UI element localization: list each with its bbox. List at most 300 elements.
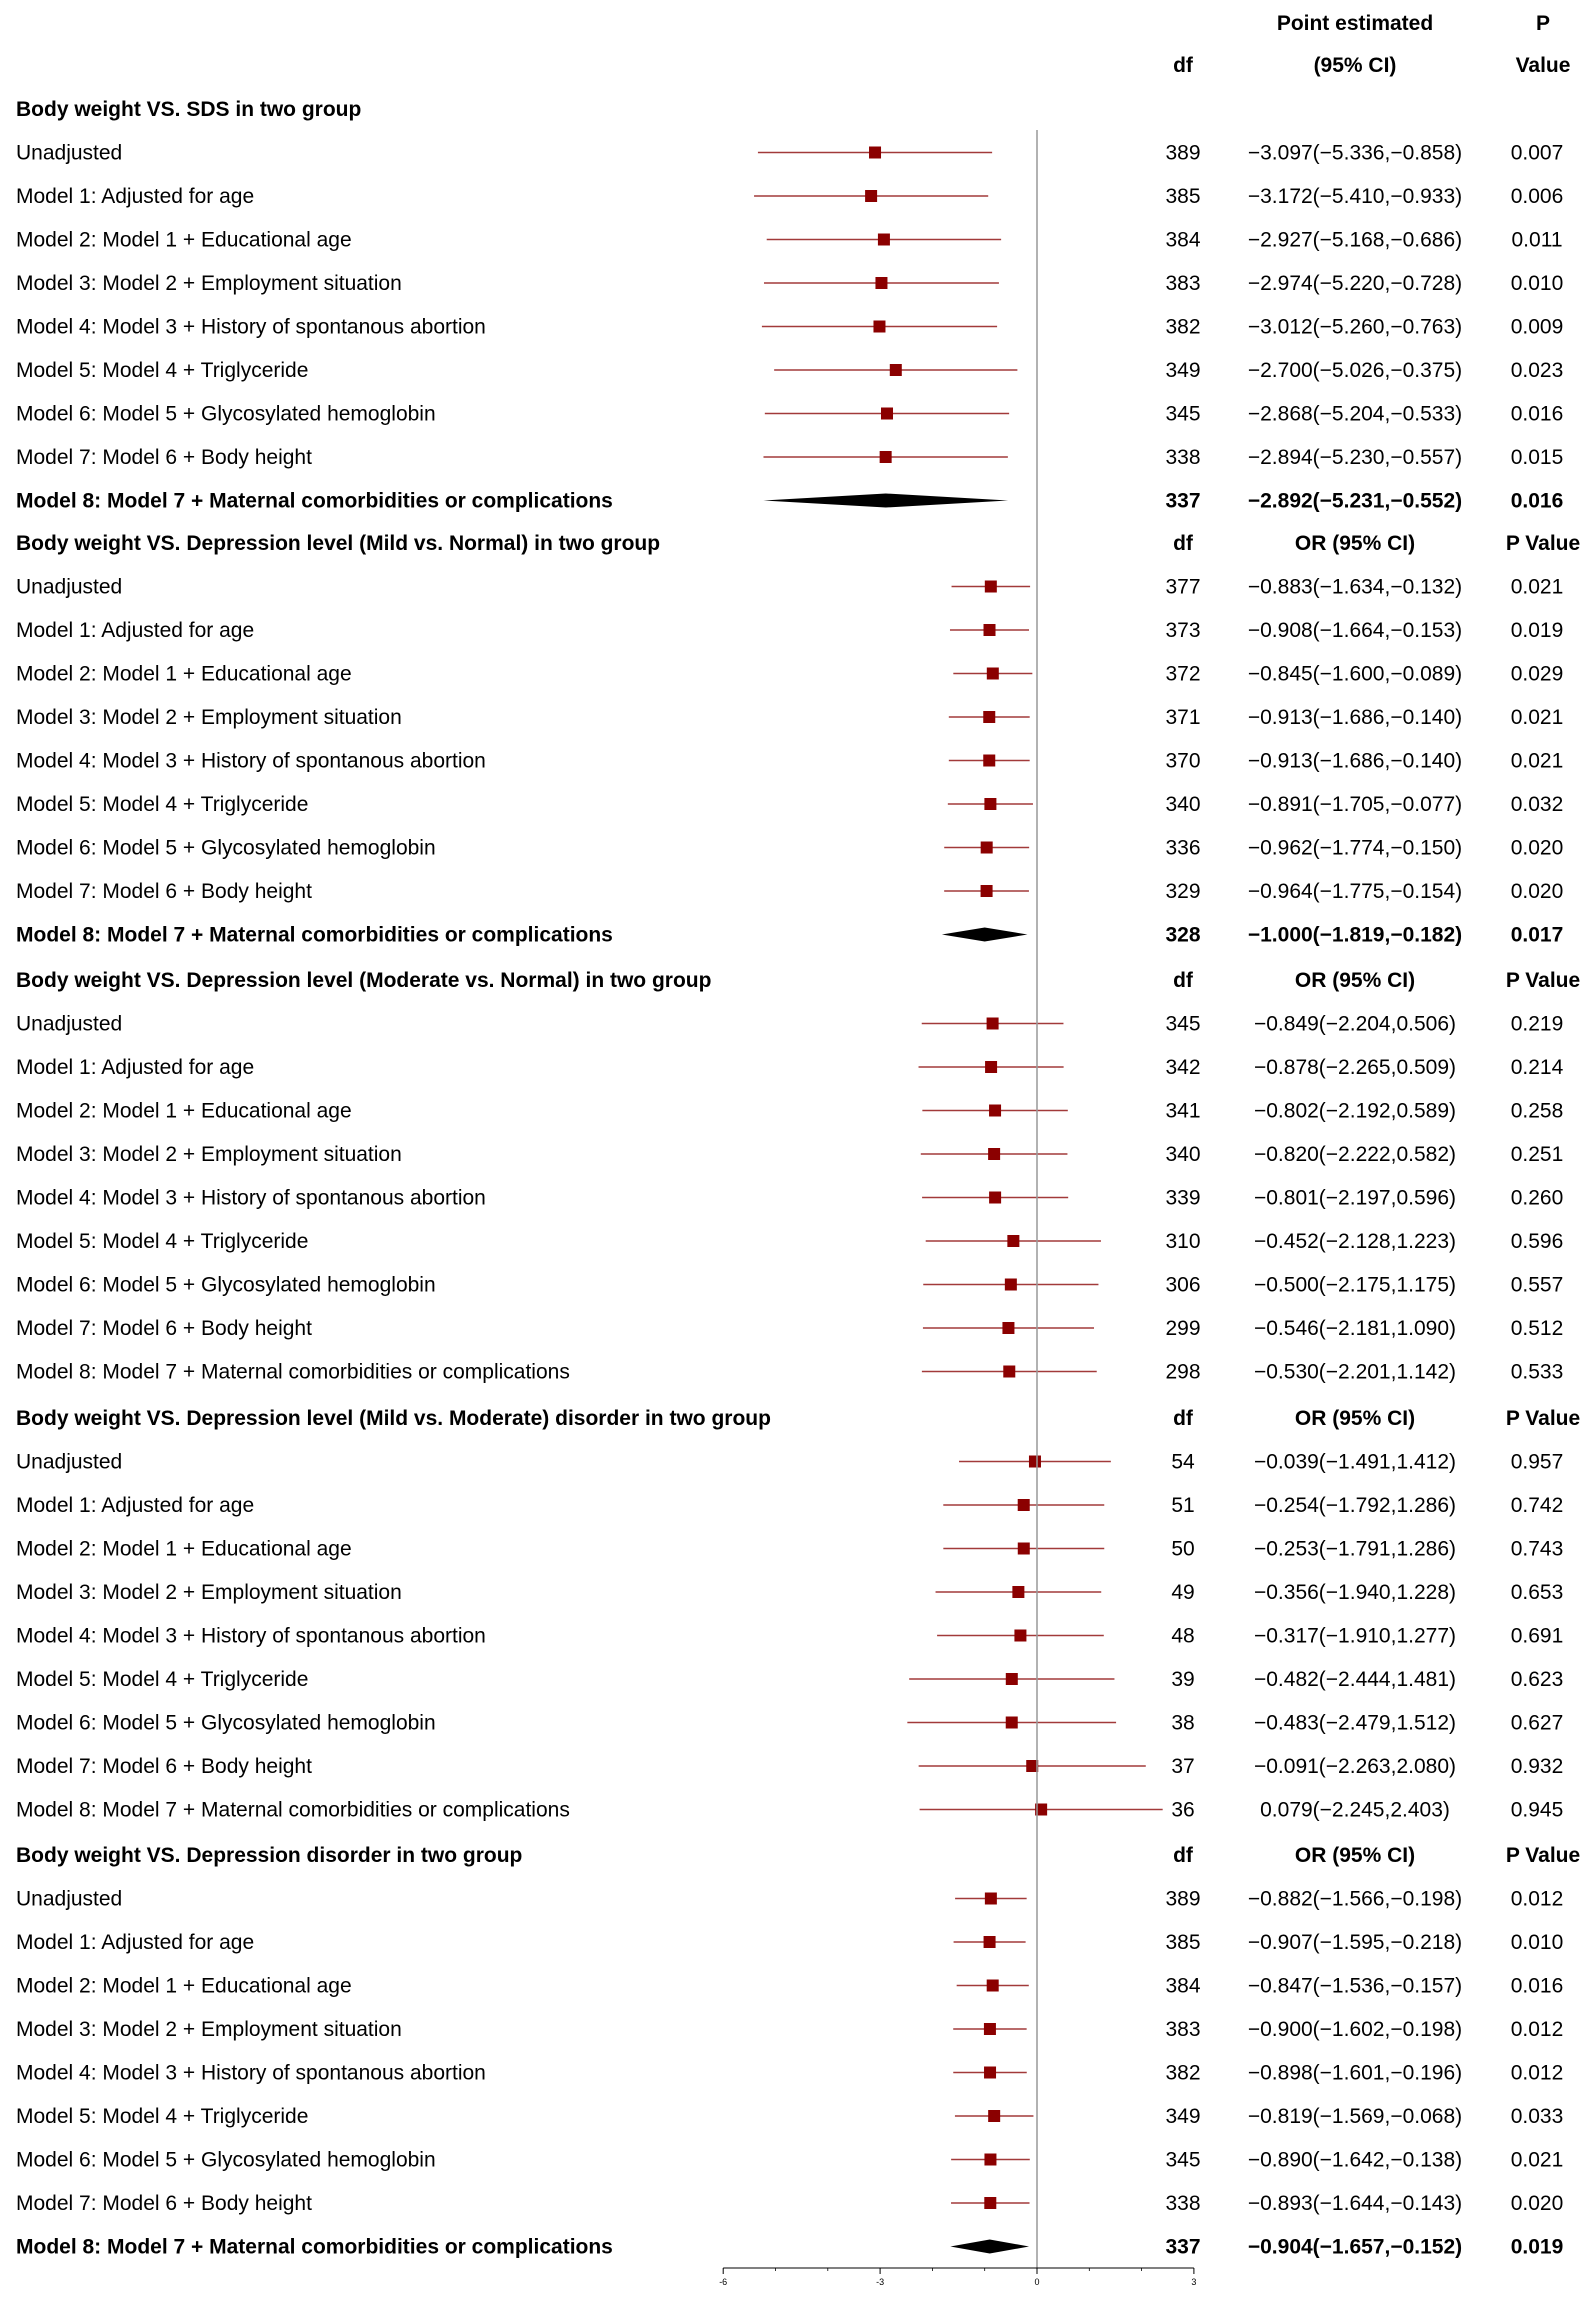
group-header-df: df	[1173, 532, 1193, 555]
table-row	[16, 2062, 1563, 2085]
row-estimate-ci: −0.847(−1.536,−0.157)	[1247, 1974, 1463, 1998]
row-p-value: 0.015	[1510, 446, 1564, 469]
row-p-value: 0.743	[1510, 1537, 1564, 1561]
row-df: 49	[1171, 1581, 1195, 1604]
point-marker	[865, 190, 877, 202]
row-df: 345	[1165, 402, 1201, 426]
row-p-value: 0.021	[1510, 749, 1564, 773]
row-df: 383	[1165, 272, 1201, 295]
table-row	[16, 1712, 1563, 1735]
row-estimate-ci: −3.012(−5.260,−0.763)	[1247, 315, 1463, 339]
table-row	[16, 1143, 1563, 1166]
table-row	[16, 1799, 1563, 1822]
row-df: 382	[1165, 315, 1201, 339]
row-estimate-ci: −0.962(−1.774,−0.150)	[1247, 836, 1463, 860]
row-p-value: 0.011	[1511, 228, 1563, 252]
row-p-value: 0.512	[1510, 1317, 1564, 1340]
row-p-value: 0.021	[1510, 706, 1564, 729]
point-marker	[984, 798, 996, 810]
group-header-p: P Value	[1505, 1407, 1581, 1430]
row-df: 345	[1165, 2148, 1201, 2172]
group-3	[16, 969, 1580, 1384]
row-df: 371	[1165, 706, 1201, 729]
table-row	[16, 272, 1563, 295]
summary-diamond	[950, 2240, 1029, 2254]
row-p-value: 0.251	[1510, 1143, 1564, 1166]
row-df: 48	[1171, 1624, 1195, 1648]
row-p-value: 0.742	[1510, 1494, 1564, 1517]
row-label: Model 5: Model 4 + Triglyceride	[16, 2105, 309, 2128]
header-p-line1: P	[1535, 12, 1551, 35]
row-df: 50	[1171, 1537, 1195, 1561]
point-marker	[1012, 1586, 1024, 1598]
point-marker	[1018, 1499, 1030, 1511]
row-label: Model 7: Model 6 + Body height	[16, 880, 312, 903]
point-marker	[989, 1105, 1001, 1117]
row-df: 328	[1165, 923, 1201, 947]
group-header-p: P Value	[1505, 532, 1581, 555]
row-label: Model 8: Model 7 + Maternal comorbidities or complications	[16, 1360, 570, 1384]
point-marker	[873, 321, 885, 333]
row-estimate-ci: −0.908(−1.664,−0.153)	[1247, 619, 1463, 642]
row-label: Unadjusted	[16, 1887, 123, 1911]
row-df: 306	[1165, 1273, 1201, 1297]
group-header-p: P Value	[1505, 969, 1581, 992]
row-p-value: 0.219	[1510, 1012, 1564, 1036]
point-marker	[1018, 1543, 1030, 1555]
row-estimate-ci: −0.882(−1.566,−0.198)	[1247, 1887, 1463, 1911]
table-row	[16, 1013, 1563, 1036]
row-df: 342	[1165, 1056, 1201, 1079]
table-row	[16, 490, 1563, 513]
row-estimate-ci: −0.356(−1.940,1.228)	[1253, 1581, 1457, 1604]
group-header-estimate: OR (95% CI)	[1294, 1407, 1416, 1430]
row-df: 337	[1165, 489, 1201, 513]
row-df: 51	[1171, 1494, 1195, 1517]
point-marker	[984, 2067, 996, 2079]
table-row	[16, 576, 1563, 599]
row-p-value: 0.260	[1510, 1186, 1564, 1210]
row-estimate-ci: −0.891(−1.705,−0.077)	[1247, 793, 1463, 816]
point-marker	[1003, 1366, 1015, 1378]
row-df: 38	[1171, 1711, 1195, 1735]
row-estimate-ci: −2.868(−5.204,−0.533)	[1247, 402, 1463, 426]
point-marker	[985, 1061, 997, 1073]
row-label: Model 5: Model 4 + Triglyceride	[16, 1230, 309, 1253]
point-marker	[984, 2023, 996, 2035]
table-row	[16, 229, 1563, 252]
row-label: Model 3: Model 2 + Employment situation	[16, 1581, 402, 1604]
row-df: 389	[1165, 1887, 1201, 1911]
row-label: Model 8: Model 7 + Maternal comorbidities or complications	[16, 923, 613, 947]
table-row	[16, 750, 1563, 773]
row-p-value: 0.010	[1510, 1931, 1564, 1954]
point-marker	[1029, 1456, 1041, 1468]
point-marker	[988, 1148, 1000, 1160]
point-marker	[987, 1018, 999, 1030]
row-p-value: 0.020	[1510, 2192, 1564, 2215]
row-label: Model 3: Model 2 + Employment situation	[16, 272, 402, 295]
table-row	[16, 706, 1563, 729]
x-tick-label: 3	[1191, 2277, 1197, 2287]
row-df: 349	[1165, 2105, 1201, 2128]
row-df: 384	[1165, 228, 1201, 252]
row-df: 383	[1165, 2018, 1201, 2041]
row-label: Model 7: Model 6 + Body height	[16, 1755, 312, 1778]
row-df: 340	[1165, 1143, 1201, 1166]
row-label: Model 5: Model 4 + Triglyceride	[16, 793, 309, 816]
row-p-value: 0.023	[1510, 359, 1564, 382]
row-label: Model 1: Adjusted for age	[16, 185, 255, 208]
row-estimate-ci: −3.172(−5.410,−0.933)	[1247, 185, 1463, 208]
table-row	[16, 2018, 1563, 2041]
row-estimate-ci: −0.964(−1.775,−0.154)	[1247, 880, 1463, 903]
point-marker	[1006, 1717, 1018, 1729]
row-label: Model 2: Model 1 + Educational age	[16, 1974, 352, 1998]
row-estimate-ci: −0.801(−2.197,0.596)	[1253, 1186, 1457, 1210]
point-marker	[985, 581, 997, 593]
row-estimate-ci: −0.546(−2.181,1.090)	[1253, 1317, 1457, 1340]
row-p-value: 0.627	[1510, 1711, 1564, 1735]
header-p-line2: Value	[1515, 54, 1571, 77]
row-df: 385	[1165, 1931, 1201, 1954]
point-marker	[984, 1936, 996, 1948]
point-marker	[878, 234, 890, 246]
row-df: 389	[1165, 141, 1201, 165]
row-estimate-ci: −0.849(−2.204,0.506)	[1253, 1012, 1457, 1036]
row-p-value: 0.653	[1510, 1581, 1564, 1604]
point-marker	[987, 1980, 999, 1992]
table-row	[16, 142, 1563, 165]
row-estimate-ci: −0.820(−2.222,0.582)	[1253, 1143, 1457, 1166]
table-row	[16, 1100, 1563, 1123]
row-label: Model 1: Adjusted for age	[16, 619, 255, 642]
row-p-value: 0.012	[1510, 2061, 1564, 2085]
x-tick-label: 0	[1034, 2277, 1040, 2287]
row-p-value: 0.214	[1510, 1056, 1564, 1079]
row-estimate-ci: −0.883(−1.634,−0.132)	[1247, 575, 1463, 599]
row-label: Unadjusted	[16, 575, 123, 599]
table-row	[16, 2105, 1563, 2128]
row-p-value: 0.945	[1510, 1798, 1564, 1822]
row-p-value: 0.016	[1510, 402, 1564, 426]
header-estimate-line2: (95% CI)	[1313, 54, 1397, 77]
summary-diamond	[942, 928, 1028, 942]
row-df: 340	[1165, 793, 1201, 816]
row-p-value: 0.012	[1510, 2018, 1564, 2041]
row-estimate-ci: −3.097(−5.336,−0.858)	[1247, 141, 1463, 165]
row-label: Model 4: Model 3 + History of spontanous abortion	[16, 2061, 486, 2085]
point-marker	[984, 2154, 996, 2166]
row-estimate-ci: −0.483(−2.479,1.512)	[1253, 1711, 1457, 1735]
point-marker	[1002, 1322, 1014, 1334]
row-p-value: 0.012	[1510, 1887, 1564, 1911]
row-label: Model 2: Model 1 + Educational age	[16, 662, 352, 686]
group-header-df: df	[1173, 969, 1193, 992]
row-df: 336	[1165, 836, 1201, 860]
row-label: Model 1: Adjusted for age	[16, 1931, 255, 1954]
x-tick-label: -6	[719, 2277, 728, 2287]
row-p-value: 0.010	[1510, 272, 1564, 295]
point-marker	[881, 408, 893, 420]
row-estimate-ci: −0.819(−1.569,−0.068)	[1247, 2105, 1463, 2128]
row-p-value: 0.032	[1510, 793, 1564, 816]
row-label: Model 3: Model 2 + Employment situation	[16, 1143, 402, 1166]
row-label: Model 4: Model 3 + History of spontanous abortion	[16, 315, 486, 339]
group-title: Body weight VS. Depression level (Mild vs. Normal) in two group	[16, 532, 661, 555]
row-estimate-ci: −0.898(−1.601,−0.196)	[1247, 2061, 1463, 2085]
row-estimate-ci: −0.900(−1.602,−0.198)	[1247, 2018, 1463, 2041]
table-row	[16, 316, 1563, 339]
row-p-value: 0.020	[1510, 836, 1564, 860]
row-p-value: 0.016	[1510, 1974, 1564, 1998]
table-row	[16, 1755, 1563, 1778]
table-row	[16, 1668, 1563, 1691]
row-df: 372	[1165, 662, 1201, 686]
table-row	[16, 1187, 1563, 1210]
row-p-value: 0.033	[1510, 2105, 1564, 2128]
row-df: 310	[1165, 1230, 1201, 1253]
row-label: Model 2: Model 1 + Educational age	[16, 1099, 352, 1123]
row-label: Unadjusted	[16, 1450, 123, 1474]
row-estimate-ci: −2.927(−5.168,−0.686)	[1247, 228, 1463, 252]
row-label: Model 8: Model 7 + Maternal comorbidities or complications	[16, 489, 613, 513]
table-row	[16, 1274, 1563, 1297]
row-label: Model 6: Model 5 + Glycosylated hemoglobin	[16, 1711, 436, 1735]
header-df: df	[1173, 54, 1193, 77]
row-df: 338	[1165, 2192, 1201, 2215]
table-row	[16, 880, 1563, 903]
row-p-value: 0.021	[1510, 575, 1564, 599]
point-marker	[1014, 1630, 1026, 1642]
row-df: 299	[1165, 1317, 1201, 1340]
point-marker	[1006, 1673, 1018, 1685]
point-marker	[1007, 1235, 1019, 1247]
summary-diamond	[763, 494, 1008, 508]
row-df: 338	[1165, 446, 1201, 469]
point-marker	[1005, 1279, 1017, 1291]
row-label: Model 1: Adjusted for age	[16, 1494, 255, 1517]
row-df: 385	[1165, 185, 1201, 208]
row-p-value: 0.009	[1510, 315, 1564, 339]
row-estimate-ci: −0.500(−2.175,1.175)	[1253, 1273, 1457, 1297]
group-4	[16, 1407, 1580, 1822]
row-p-value: 0.596	[1510, 1230, 1564, 1253]
table-row	[16, 1931, 1563, 1954]
row-label: Model 7: Model 6 + Body height	[16, 446, 312, 469]
row-estimate-ci: −0.890(−1.642,−0.138)	[1247, 2148, 1463, 2172]
table-row	[16, 1056, 1564, 1079]
row-estimate-ci: −0.904(−1.657,−0.152)	[1247, 2235, 1463, 2259]
group-2	[16, 532, 1580, 947]
row-p-value: 0.016	[1510, 489, 1564, 513]
group-5	[16, 1844, 1580, 2259]
row-p-value: 0.017	[1510, 923, 1564, 947]
point-marker	[981, 885, 993, 897]
point-marker	[989, 1192, 1001, 1204]
row-label: Model 5: Model 4 + Triglyceride	[16, 359, 309, 382]
group-header-estimate: OR (95% CI)	[1294, 1844, 1416, 1867]
row-p-value: 0.623	[1510, 1668, 1564, 1691]
row-df: 377	[1165, 575, 1201, 599]
row-p-value: 0.533	[1510, 1360, 1564, 1384]
group-header-p: P Value	[1505, 1844, 1581, 1867]
table-row	[16, 185, 1563, 208]
row-estimate-ci: −2.974(−5.220,−0.728)	[1247, 272, 1463, 295]
row-df: 373	[1165, 619, 1201, 642]
group-title: Body weight VS. Depression level (Mild vs. Moderate) disorder in two group	[16, 1407, 771, 1430]
group-title: Body weight VS. Depression disorder in two group	[16, 1844, 523, 1867]
row-label: Model 5: Model 4 + Triglyceride	[16, 1668, 309, 1691]
row-df: 345	[1165, 1012, 1201, 1036]
row-estimate-ci: −0.907(−1.595,−0.218)	[1247, 1931, 1463, 1954]
table-row	[16, 1581, 1563, 1604]
row-df: 370	[1165, 749, 1201, 773]
table-row	[16, 1230, 1563, 1253]
row-label: Model 2: Model 1 + Educational age	[16, 1537, 352, 1561]
point-marker	[985, 1893, 997, 1905]
row-df: 349	[1165, 359, 1201, 382]
row-label: Model 7: Model 6 + Body height	[16, 2192, 312, 2215]
table-row	[16, 924, 1563, 947]
row-label: Model 4: Model 3 + History of spontanous abortion	[16, 1624, 486, 1648]
row-label: Model 3: Model 2 + Employment situation	[16, 706, 402, 729]
point-marker	[981, 842, 993, 854]
row-p-value: 0.021	[1510, 2148, 1564, 2172]
group-title: Body weight VS. Depression level (Moderate vs. Normal) in two group	[16, 969, 712, 992]
row-df: 384	[1165, 1974, 1201, 1998]
row-estimate-ci: −0.317(−1.910,1.277)	[1253, 1624, 1457, 1648]
table-row	[16, 1538, 1563, 1561]
row-label: Unadjusted	[16, 141, 123, 165]
table-row	[16, 1451, 1563, 1474]
row-estimate-ci: −0.253(−1.791,1.286)	[1253, 1537, 1457, 1561]
row-p-value: 0.557	[1510, 1273, 1564, 1297]
x-tick-label: -3	[876, 2277, 885, 2287]
row-label: Unadjusted	[16, 1012, 123, 1036]
group-header-df: df	[1173, 1407, 1193, 1430]
table-row	[16, 359, 1563, 382]
row-label: Model 4: Model 3 + History of spontanous abortion	[16, 749, 486, 773]
row-df: 54	[1171, 1450, 1195, 1474]
row-label: Model 2: Model 1 + Educational age	[16, 228, 352, 252]
group-1	[16, 98, 1563, 513]
table-row	[16, 403, 1563, 426]
group-header-df: df	[1173, 1844, 1193, 1867]
row-label: Model 8: Model 7 + Maternal comorbidities or complications	[16, 1798, 570, 1822]
table-row	[16, 2149, 1563, 2172]
table-row	[16, 1317, 1563, 1340]
row-df: 341	[1165, 1099, 1201, 1123]
row-estimate-ci: −0.254(−1.792,1.286)	[1253, 1494, 1457, 1517]
row-estimate-ci: −0.913(−1.686,−0.140)	[1247, 749, 1463, 773]
row-df: 298	[1165, 1360, 1201, 1384]
point-marker	[983, 711, 995, 723]
row-df: 36	[1171, 1798, 1195, 1822]
row-df: 382	[1165, 2061, 1201, 2085]
row-df: 339	[1165, 1186, 1201, 1210]
table-row	[16, 619, 1563, 642]
row-label: Model 6: Model 5 + Glycosylated hemoglobin	[16, 1273, 436, 1297]
row-p-value: 0.007	[1510, 141, 1564, 165]
table-row	[16, 837, 1563, 860]
x-axis	[719, 130, 1196, 2287]
point-marker	[984, 624, 996, 636]
table-row	[16, 663, 1563, 686]
row-p-value: 0.029	[1510, 662, 1564, 686]
point-marker	[869, 147, 881, 159]
row-label: Model 8: Model 7 + Maternal comorbidities or complications	[16, 2235, 613, 2259]
row-estimate-ci: −2.894(−5.230,−0.557)	[1247, 446, 1463, 469]
table-row	[16, 2192, 1563, 2215]
header-estimate-line1: Point estimated	[1276, 12, 1434, 35]
point-marker	[987, 668, 999, 680]
row-label: Model 7: Model 6 + Body height	[16, 1317, 312, 1340]
table-row	[16, 1888, 1563, 1911]
row-label: Model 6: Model 5 + Glycosylated hemoglobin	[16, 402, 436, 426]
row-df: 37	[1171, 1755, 1195, 1778]
group-title: Body weight VS. SDS in two group	[16, 98, 362, 121]
row-estimate-ci: −0.845(−1.600,−0.089)	[1247, 662, 1463, 686]
row-estimate-ci: −0.452(−2.128,1.223)	[1253, 1230, 1457, 1253]
row-df: 337	[1165, 2235, 1201, 2259]
table-row	[16, 1494, 1563, 1517]
point-marker	[984, 2197, 996, 2209]
row-estimate-ci: 0.079(−2.245,2.403)	[1260, 1798, 1450, 1822]
row-df: 39	[1171, 1668, 1195, 1691]
table-row	[16, 2236, 1563, 2259]
row-estimate-ci: −2.892(−5.231,−0.552)	[1247, 489, 1463, 513]
row-label: Model 4: Model 3 + History of spontanous abortion	[16, 1186, 486, 1210]
top-header	[1173, 12, 1570, 77]
row-p-value: 0.020	[1510, 880, 1564, 903]
row-df: 329	[1165, 880, 1201, 903]
point-marker	[983, 755, 995, 767]
row-estimate-ci: −0.039(−1.491,1.412)	[1253, 1450, 1457, 1474]
row-p-value: 0.258	[1510, 1099, 1564, 1123]
point-marker	[890, 364, 902, 376]
row-p-value: 0.019	[1510, 2235, 1564, 2259]
row-p-value: 0.932	[1510, 1755, 1564, 1778]
table-row	[16, 1361, 1563, 1384]
group-header-estimate: OR (95% CI)	[1294, 532, 1416, 555]
row-estimate-ci: −0.091(−2.263,2.080)	[1253, 1755, 1457, 1778]
row-estimate-ci: −0.878(−2.265,0.509)	[1253, 1056, 1457, 1079]
row-estimate-ci: −0.482(−2.444,1.481)	[1253, 1668, 1457, 1691]
point-marker	[988, 2110, 1000, 2122]
table-row	[16, 1625, 1563, 1648]
row-label: Model 6: Model 5 + Glycosylated hemoglobin	[16, 2148, 436, 2172]
row-p-value: 0.019	[1510, 619, 1564, 642]
row-estimate-ci: −2.700(−5.026,−0.375)	[1247, 359, 1463, 382]
group-header-estimate: OR (95% CI)	[1294, 969, 1416, 992]
point-marker	[875, 277, 887, 289]
row-estimate-ci: −0.530(−2.201,1.142)	[1253, 1360, 1457, 1384]
row-label: Model 6: Model 5 + Glycosylated hemoglobin	[16, 836, 436, 860]
row-p-value: 0.957	[1510, 1450, 1564, 1474]
row-label: Model 3: Model 2 + Employment situation	[16, 2018, 402, 2041]
table-row	[16, 446, 1563, 469]
table-row	[16, 793, 1563, 816]
row-p-value: 0.691	[1510, 1624, 1564, 1648]
row-estimate-ci: −0.893(−1.644,−0.143)	[1247, 2192, 1463, 2215]
point-marker	[880, 451, 892, 463]
forest-rows	[16, 98, 1580, 2259]
table-row	[16, 1975, 1563, 1998]
row-p-value: 0.006	[1510, 185, 1564, 208]
row-estimate-ci: −1.000(−1.819,−0.182)	[1247, 923, 1463, 947]
row-estimate-ci: −0.802(−2.192,0.589)	[1253, 1099, 1457, 1123]
